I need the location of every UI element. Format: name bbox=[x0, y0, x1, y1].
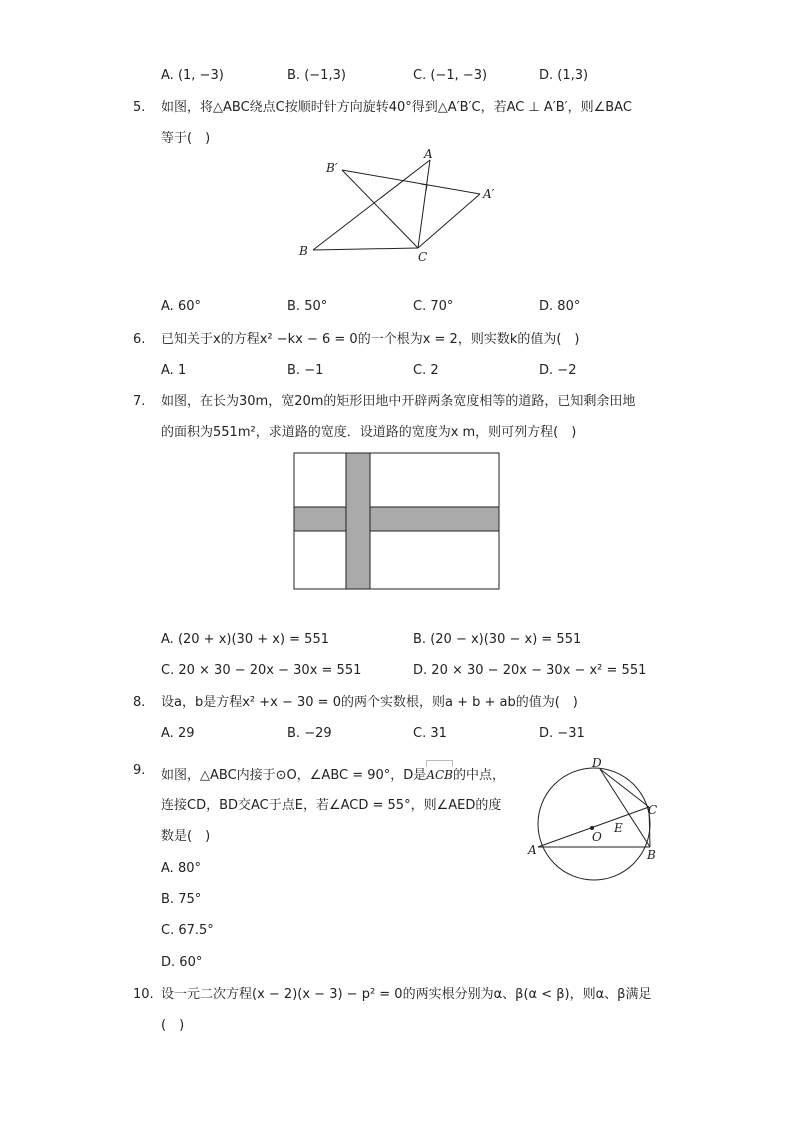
q5-stem-line2: 等于( ) bbox=[161, 131, 211, 146]
circle-o bbox=[538, 768, 650, 880]
q4-option-d[interactable] bbox=[539, 67, 588, 85]
q10-number: 10. bbox=[133, 987, 154, 1002]
option-key: D. bbox=[539, 68, 554, 83]
segment-bd bbox=[600, 769, 650, 847]
q9-stem-line1 bbox=[161, 762, 505, 785]
label-d: D bbox=[592, 756, 602, 770]
option-key: C. bbox=[413, 363, 427, 378]
q6-stem-line1: 已知关于x的方程x² −kx − 6 = 0的一个根为x = 2，则实数k的值为( ) bbox=[161, 332, 580, 347]
q9-option-b[interactable] bbox=[161, 891, 201, 909]
q9-stem-line2: 连接CD，BD交AC于点E，若∠ACD = 55°，则∠AED的度 bbox=[161, 798, 502, 813]
q5-option-b[interactable] bbox=[287, 298, 327, 316]
option-key: B. bbox=[287, 363, 301, 378]
option-key: D. bbox=[161, 955, 176, 970]
option-text: 2 bbox=[430, 363, 439, 378]
label-b: B bbox=[299, 244, 308, 258]
option-key: C. bbox=[413, 299, 427, 314]
segment-b1a1 bbox=[342, 170, 480, 194]
option-text: −29 bbox=[304, 726, 332, 741]
horizontal-road bbox=[294, 507, 499, 531]
q6-number: 6. bbox=[133, 332, 146, 347]
option-text: 20 × 30 − 20x − 30x = 551 bbox=[178, 663, 362, 678]
q5-option-d[interactable] bbox=[539, 298, 580, 316]
option-key: A. bbox=[161, 861, 174, 876]
option-key: A. bbox=[161, 299, 174, 314]
q6-option-b[interactable] bbox=[287, 362, 323, 380]
label-e: E bbox=[614, 821, 623, 835]
q6-option-d[interactable] bbox=[539, 362, 576, 380]
q5-triangle-figure bbox=[290, 148, 510, 268]
option-key: D. bbox=[539, 299, 554, 314]
q9-stem-line1-start: 如图，△ABC内接于⊙O，∠ABC = 90°，D是 bbox=[161, 768, 427, 783]
option-text: (20 − x)(30 − x) = 551 bbox=[430, 632, 582, 647]
option-key: C. bbox=[413, 68, 427, 83]
option-text: −31 bbox=[557, 726, 585, 741]
option-text: 20 × 30 − 20x − 30x − x² = 551 bbox=[431, 663, 647, 678]
label-a-prime: A′ bbox=[483, 187, 495, 201]
q10-stem-line1: 设一元二次方程(x − 2)(x − 3) − p² = 0的两实根分别为α、β(α < β)，则α、β满足 bbox=[161, 987, 652, 1002]
option-key: B. bbox=[161, 892, 175, 907]
q7-option-b[interactable] bbox=[413, 631, 581, 649]
q5-option-a[interactable] bbox=[161, 298, 201, 316]
arc-notation bbox=[426, 762, 453, 784]
q5-option-c[interactable] bbox=[413, 298, 453, 316]
option-key: B. bbox=[287, 726, 301, 741]
option-key: D. bbox=[413, 663, 428, 678]
q8-option-d[interactable] bbox=[539, 725, 585, 743]
q5-stem-line1: 如图，将△ABC绕点C按顺时针方向旋转40°得到△A′B′C，若AC ⊥ A′B′，则∠BAC bbox=[161, 100, 632, 115]
option-key: B. bbox=[287, 299, 301, 314]
option-text: (1,3) bbox=[557, 68, 589, 83]
option-key: A. bbox=[161, 726, 174, 741]
q7-stem-line1: 如图，在长为30m，宽20m的矩形田地中开辟两条宽度相等的道路，已知剩余田地 bbox=[161, 394, 636, 409]
arc-label: ACB bbox=[426, 768, 453, 782]
option-text: 60° bbox=[177, 299, 201, 314]
q7-option-a[interactable] bbox=[161, 631, 329, 649]
q4-option-c[interactable] bbox=[413, 67, 487, 85]
q9-option-a[interactable] bbox=[161, 860, 201, 878]
q9-stem-line1-end: 的中点， bbox=[452, 768, 505, 783]
q4-option-a[interactable] bbox=[161, 67, 224, 85]
vertical-road bbox=[346, 453, 370, 589]
option-key: C. bbox=[413, 726, 427, 741]
option-text: 29 bbox=[177, 726, 195, 741]
option-key: A. bbox=[161, 68, 174, 83]
option-text: 1 bbox=[177, 363, 187, 378]
q8-stem-line1: 设a，b是方程x² +x − 30 = 0的两个实数根，则a + b + ab的值为( ) bbox=[161, 695, 578, 710]
q9-circle-figure bbox=[520, 755, 670, 890]
option-key: C. bbox=[161, 923, 175, 938]
option-text: 67.5° bbox=[178, 923, 214, 938]
option-text: −2 bbox=[557, 363, 577, 378]
option-key: A. bbox=[161, 363, 174, 378]
q7-stem-line2: 的面积为551m²，求道路的宽度．设道路的宽度为x m，则可列方程( ) bbox=[161, 425, 577, 440]
q10-stem-line2: ( ) bbox=[161, 1018, 185, 1033]
q8-option-a[interactable] bbox=[161, 725, 194, 743]
segment-a1c bbox=[418, 194, 480, 248]
label-c: C bbox=[648, 803, 658, 817]
option-text: (−1, −3) bbox=[430, 68, 488, 83]
option-text: 50° bbox=[304, 299, 328, 314]
q9-number: 9. bbox=[133, 763, 146, 778]
q5-number: 5. bbox=[133, 100, 146, 115]
option-text: (20 + x)(30 + x) = 551 bbox=[177, 632, 329, 647]
option-text: 75° bbox=[178, 892, 202, 907]
label-a: A bbox=[424, 148, 433, 161]
q6-option-a[interactable] bbox=[161, 362, 186, 380]
option-text: (1, −3) bbox=[177, 68, 224, 83]
arc-mark bbox=[426, 760, 453, 767]
label-b-prime: B′ bbox=[326, 161, 338, 175]
q9-stem-line3: 数是( ) bbox=[161, 829, 211, 844]
option-text: 31 bbox=[430, 726, 447, 741]
label-b: B bbox=[647, 848, 656, 862]
option-key: A. bbox=[161, 632, 174, 647]
option-key: B. bbox=[287, 68, 301, 83]
q8-option-b[interactable] bbox=[287, 725, 332, 743]
option-text: 60° bbox=[179, 955, 203, 970]
q7-option-d[interactable] bbox=[413, 662, 646, 680]
label-o: O bbox=[592, 830, 602, 844]
option-text: 80° bbox=[177, 861, 201, 876]
option-text: 80° bbox=[557, 299, 581, 314]
segment-bc bbox=[313, 248, 418, 250]
option-key: B. bbox=[413, 632, 427, 647]
option-key: D. bbox=[539, 726, 554, 741]
label-c: C bbox=[418, 250, 428, 264]
q6-option-c[interactable] bbox=[413, 362, 439, 380]
q9-option-d[interactable] bbox=[161, 954, 202, 972]
q8-option-c[interactable] bbox=[413, 725, 447, 743]
option-key: C. bbox=[161, 663, 175, 678]
q4-option-b[interactable] bbox=[287, 67, 346, 85]
q7-field-figure bbox=[293, 452, 501, 592]
option-text: (−1,3) bbox=[304, 68, 346, 83]
label-a: A bbox=[528, 843, 537, 857]
right-angle-mark bbox=[421, 184, 427, 191]
option-text: 70° bbox=[430, 299, 454, 314]
segment-ac bbox=[418, 160, 430, 248]
q7-option-c[interactable] bbox=[161, 662, 361, 680]
q7-number: 7. bbox=[133, 394, 146, 409]
option-key: D. bbox=[539, 363, 554, 378]
segment-cd bbox=[600, 769, 649, 807]
q8-number: 8. bbox=[133, 695, 146, 710]
q9-option-c[interactable] bbox=[161, 922, 214, 940]
option-text: −1 bbox=[304, 363, 324, 378]
